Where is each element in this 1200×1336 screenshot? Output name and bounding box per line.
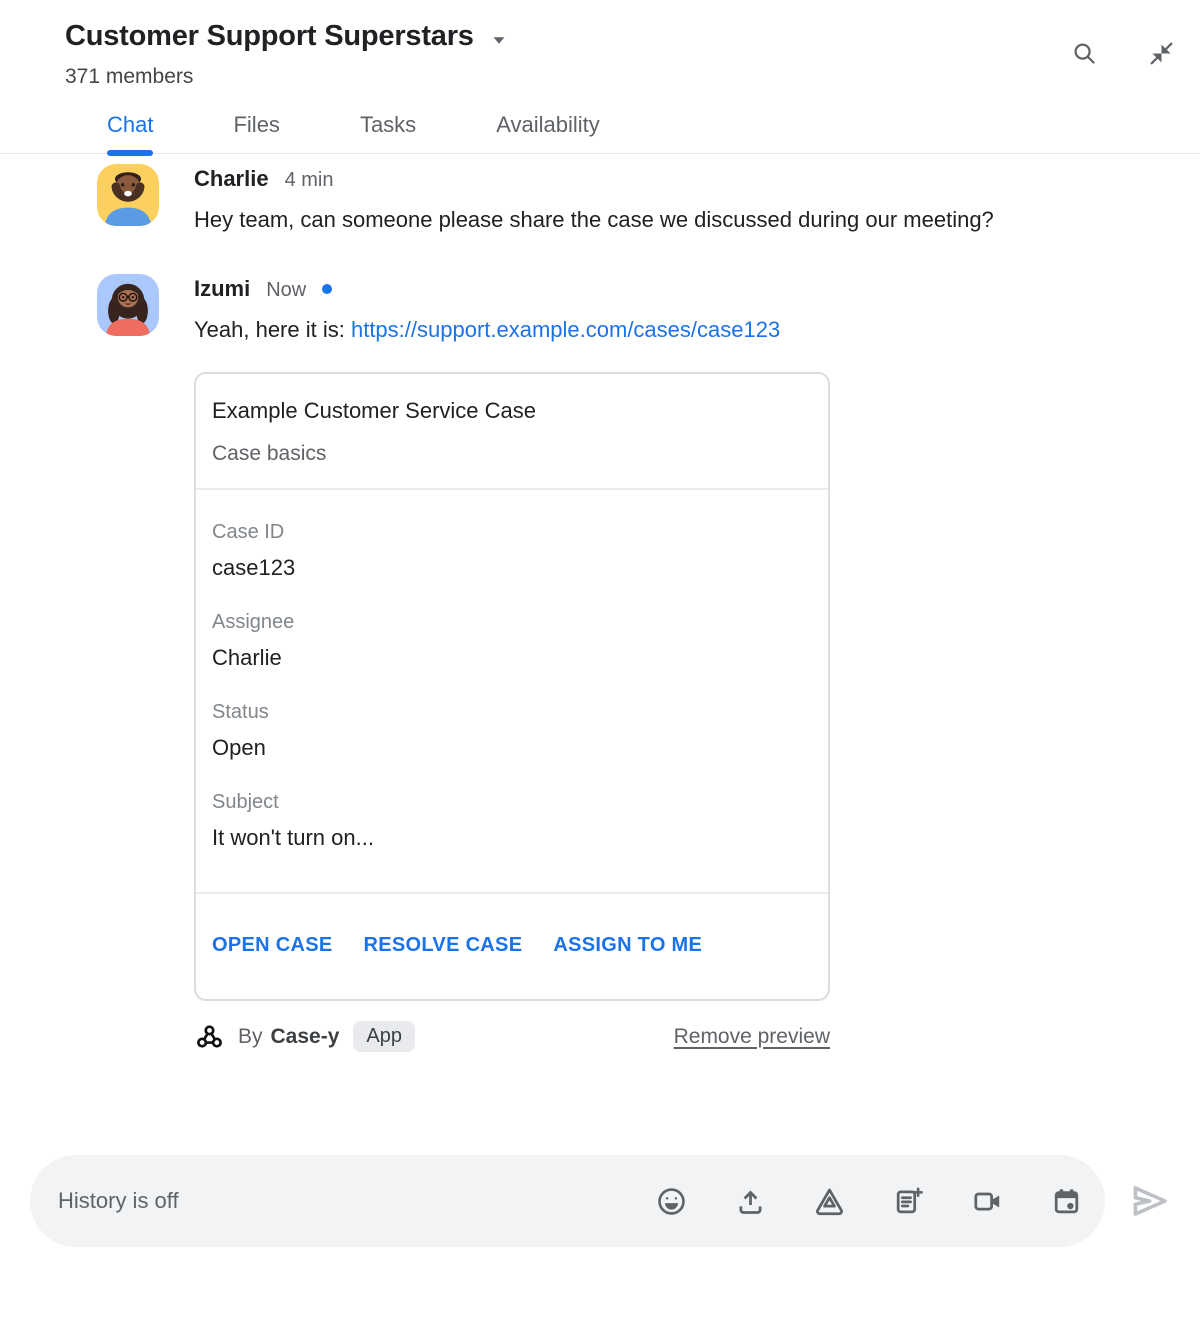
tab-tasks-label: Tasks [359, 112, 417, 137]
card-attribution-row [194, 1021, 830, 1052]
case-link[interactable]: https://support.example.com/cases/case123 [350, 317, 781, 342]
message-text: Hey team, can someone please share the case we discussed during our meeting? [194, 207, 994, 232]
author-name[interactable]: Izumi [194, 276, 251, 301]
drive-icon[interactable] [813, 1185, 846, 1218]
tab-bar [0, 111, 1200, 154]
tab-chat[interactable] [107, 111, 153, 153]
card-title: Example Customer Service Case [212, 398, 537, 423]
link-preview-card [194, 372, 830, 1001]
open-case-button[interactable]: OPEN CASE [212, 934, 333, 956]
composer-bar [30, 1155, 1105, 1247]
send-icon[interactable] [1125, 1178, 1175, 1224]
emoji-icon[interactable] [655, 1185, 688, 1218]
webhook-icon [194, 1021, 225, 1052]
space-header [0, 0, 1200, 89]
app-name: Case-y [270, 1024, 340, 1048]
card-subtitle: Case basics [212, 442, 327, 465]
message-text [194, 310, 1094, 350]
upload-icon[interactable] [734, 1185, 767, 1218]
by-label: By [238, 1024, 263, 1048]
avatar-izumi[interactable] [97, 274, 159, 336]
field-value: Charlie [212, 645, 282, 670]
field-subject [212, 790, 812, 852]
tab-files-label: Files [233, 112, 280, 137]
author-name[interactable]: Charlie [194, 166, 269, 191]
message-text-prefix: Yeah, here it is: [194, 317, 351, 342]
resolve-case-button[interactable]: RESOLVE CASE [363, 934, 523, 956]
message-row [97, 274, 1130, 1052]
remove-preview-link[interactable]: Remove preview [673, 1024, 830, 1048]
avatar-charlie[interactable] [97, 164, 159, 226]
field-status [212, 700, 812, 762]
field-value: case123 [212, 555, 296, 580]
assign-to-me-button[interactable]: ASSIGN TO ME [553, 934, 703, 956]
message-list [0, 154, 1200, 1052]
tab-availability-label: Availability [496, 112, 600, 137]
tab-availability[interactable] [496, 111, 600, 153]
field-label: Assignee [212, 611, 295, 633]
field-label: Subject [212, 791, 279, 813]
tab-tasks[interactable] [360, 111, 416, 153]
page-title: Customer Support Superstars [65, 20, 474, 52]
field-value: It won't turn on... [212, 825, 374, 850]
collapse-icon[interactable] [1148, 40, 1175, 67]
unread-dot [322, 284, 332, 294]
create-note-icon[interactable] [892, 1185, 925, 1218]
field-label: Case ID [212, 521, 285, 543]
field-case-id [212, 520, 812, 582]
timestamp: 4 min [284, 169, 334, 191]
chevron-down-icon[interactable] [486, 27, 512, 53]
member-count: 371 members [65, 65, 194, 88]
video-call-icon[interactable] [971, 1185, 1004, 1218]
active-tab-indicator [107, 150, 153, 156]
message-input[interactable] [58, 1188, 639, 1214]
message-row [97, 164, 1130, 240]
field-value: Open [212, 735, 266, 760]
timestamp: Now [266, 279, 307, 301]
tab-files[interactable] [233, 111, 279, 153]
search-icon[interactable] [1071, 40, 1098, 67]
field-label: Status [212, 701, 269, 723]
header-actions [1071, 40, 1175, 67]
field-assignee [212, 610, 812, 672]
tab-chat-label: Chat [107, 112, 154, 137]
app-badge: App [353, 1021, 415, 1052]
calendar-icon[interactable] [1050, 1185, 1083, 1218]
composer-actions [655, 1185, 1083, 1218]
